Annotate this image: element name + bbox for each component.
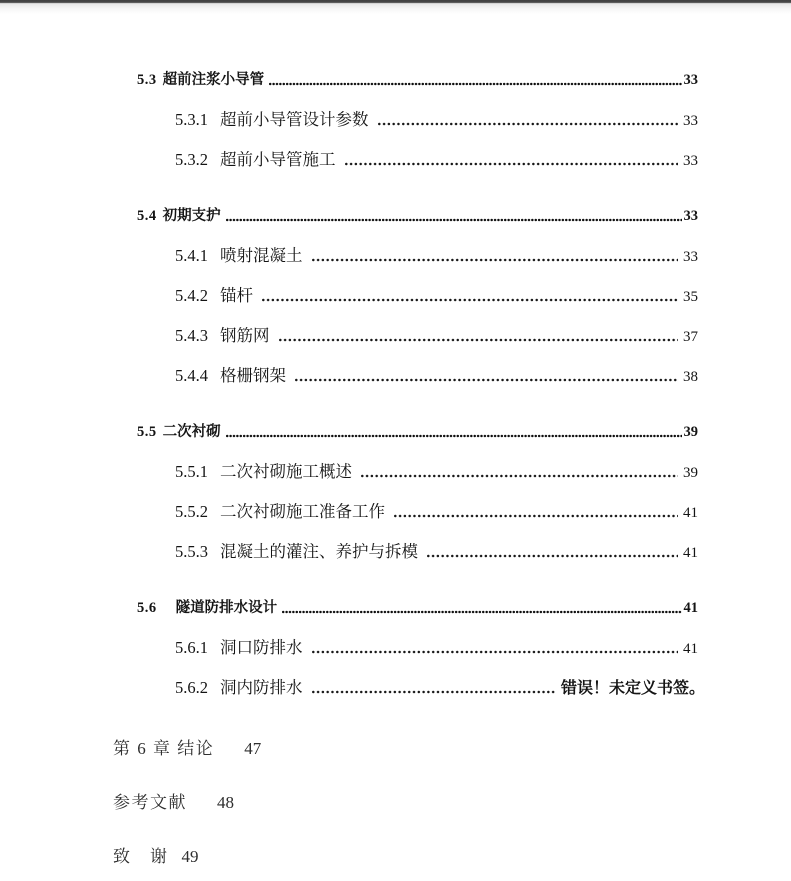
entry-page-number: 41 — [683, 505, 698, 521]
entry-title: 致 谢 — [113, 847, 169, 866]
entry-page-number: 39 — [683, 465, 698, 481]
dot-leader — [282, 610, 681, 614]
entry-title: 超前小导管施工 — [220, 151, 336, 169]
entry-title: 锚杆 — [220, 287, 253, 305]
entry-number: 5.5.2 — [175, 502, 208, 521]
dot-leader — [295, 378, 678, 382]
entry-number: 5.4.4 — [175, 366, 208, 385]
entry-number: 5.5.1 — [175, 462, 208, 481]
toc-entry-5-4-1[interactable] — [0, 246, 791, 266]
toc-entry-acknowledgements[interactable] — [0, 846, 791, 868]
toc-entry-5-3-2[interactable] — [0, 150, 791, 170]
dot-leader — [345, 162, 679, 166]
entry-number: 5.3 — [137, 72, 157, 88]
dot-leader — [226, 218, 682, 222]
entry-number: 5.4.2 — [175, 286, 208, 305]
entry-title: 洞内防排水 — [220, 679, 303, 697]
entry-title: 二次衬砌 — [162, 424, 221, 440]
toc-entry-5-5-2[interactable] — [0, 502, 791, 522]
toc-entry-5-4[interactable] — [0, 206, 791, 226]
dot-leader — [262, 298, 678, 302]
entry-title: 第 6 章 结论 — [113, 739, 215, 758]
dot-leader — [394, 514, 678, 518]
entry-title: 参考文献 — [113, 793, 187, 812]
entry-title: 隧道防排水设计 — [175, 600, 278, 616]
entry-page-number: 33 — [683, 72, 698, 88]
entry-title: 二次衬砌施工准备工作 — [220, 503, 385, 521]
entry-page-number: 35 — [683, 289, 698, 305]
entry-page-number: 48 — [217, 793, 234, 812]
entry-page-number: 41 — [683, 641, 698, 657]
toc-entry-5-4-3[interactable] — [0, 326, 791, 346]
dot-leader — [312, 690, 556, 694]
entry-page-number: 41 — [683, 600, 698, 616]
toc-entry-5-3-1[interactable] — [0, 110, 791, 130]
toc-entry-5-4-2[interactable] — [0, 286, 791, 306]
dot-leader — [427, 554, 678, 558]
entry-title: 初期支护 — [162, 208, 221, 224]
dot-leader — [279, 338, 679, 342]
entry-page-number: 33 — [683, 113, 698, 129]
entry-title: 超前注浆小导管 — [162, 72, 265, 88]
entry-page-number: 33 — [683, 208, 698, 224]
dot-leader — [269, 82, 681, 86]
entry-title: 洞口防排水 — [220, 639, 303, 657]
toc-entry-5-5[interactable] — [0, 422, 791, 442]
entry-page-number: 33 — [683, 153, 698, 169]
entry-number: 5.6 — [137, 600, 157, 616]
toc-entry-5-6-1[interactable] — [0, 638, 791, 658]
entry-number: 5.4.1 — [175, 246, 208, 265]
dot-leader — [312, 258, 679, 262]
entry-page-number: 47 — [244, 739, 262, 758]
entry-title: 二次衬砌施工概述 — [220, 463, 352, 481]
entry-page-number: 33 — [683, 249, 698, 265]
entry-number: 5.4 — [137, 208, 157, 224]
entry-number: 5.5 — [137, 424, 157, 440]
entry-title: 混凝土的灌注、养护与拆模 — [220, 543, 418, 561]
entry-number: 5.3.2 — [175, 150, 208, 169]
entry-title: 喷射混凝土 — [220, 247, 303, 265]
entry-number: 5.4.3 — [175, 326, 208, 345]
entry-page-number: 38 — [683, 369, 698, 385]
dot-leader — [312, 650, 679, 654]
entry-page-number: 41 — [683, 545, 698, 561]
dot-leader — [361, 474, 678, 478]
entry-number: 5.5.3 — [175, 542, 208, 561]
entry-number: 5.6.1 — [175, 638, 208, 657]
entry-title: 格栅钢架 — [220, 367, 286, 385]
toc-entry-chapter6-conclusion[interactable] — [0, 738, 791, 760]
entry-number: 5.6.2 — [175, 678, 208, 697]
dot-leader — [378, 122, 679, 126]
entry-page-number: 37 — [683, 329, 698, 345]
toc-entry-5-3[interactable] — [0, 70, 791, 90]
entry-page-number: 39 — [683, 424, 698, 440]
toc-entry-5-4-4[interactable] — [0, 366, 791, 386]
toc-entry-5-5-1[interactable] — [0, 462, 791, 482]
entry-title: 钢筋网 — [220, 327, 270, 345]
dot-leader — [226, 434, 682, 438]
entry-number: 5.3.1 — [175, 110, 208, 129]
toc-entry-5-5-3[interactable] — [0, 542, 791, 562]
toc-entry-5-6-2[interactable] — [0, 678, 791, 698]
entry-page-number: 49 — [181, 847, 199, 866]
error-bookmark-label: 错误！未定义书签。 — [560, 680, 705, 697]
toc-entry-5-6[interactable] — [0, 598, 791, 618]
toc-entry-references[interactable] — [0, 792, 791, 814]
entry-title: 超前小导管设计参数 — [220, 111, 369, 129]
